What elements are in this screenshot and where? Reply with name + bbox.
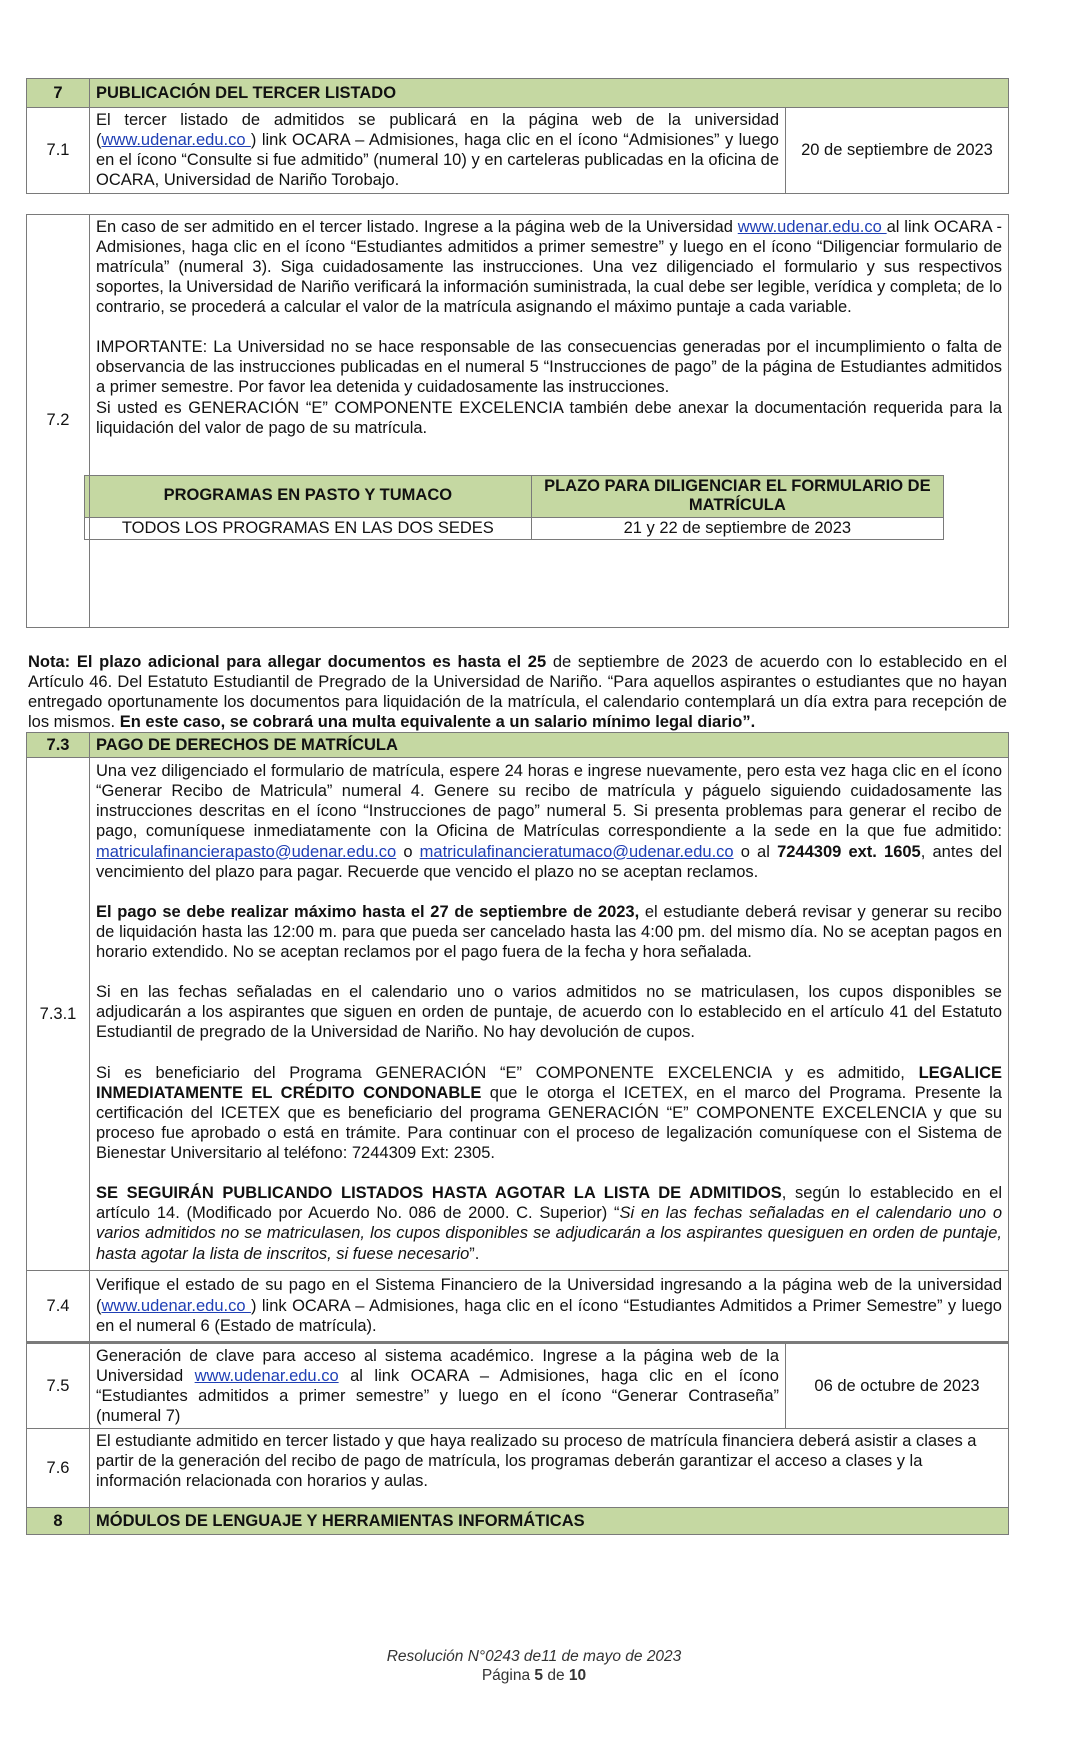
page-label: Página	[481, 1667, 535, 1685]
row-text: El estudiante admitido en tercer listado y que haya realizado su proceso de matrícula financiera deberá asistir a clases a partir de la generación del recibo de pago de matrícula, los programas deberán garantizar el acceso a clases y la información relacionada con horarios y aulas.	[90, 1429, 1009, 1508]
note-paragraph	[26, 652, 1009, 733]
text-part: ) link OCARA – Admisiones, haga clic en el ícono “Admisiones” y luego en el ícono “Consulte si fue admitido” (numeral 10) y en carteleras publicadas en la oficina de OCARA, Universidad de Nariño Torobajo.	[96, 131, 779, 190]
payment-deadline-bold: El pago se debe realizar máximo hasta el 27 de septiembre de 2023,	[96, 902, 640, 921]
row-number: 7.5	[27, 1342, 90, 1429]
text-part: Si es beneficiario del Programa GENERACIÓN “E” COMPONENTE EXCELENCIA y es admitido,	[96, 1063, 919, 1082]
text-part: al link OCARA – Admisiones, haga clic en el ícono “Estudiantes admitidos a primer semestre” y luego en el ícono “Generar Contraseña” (numeral 7)	[96, 1366, 779, 1425]
row-7-1	[27, 108, 1009, 194]
resolution-text: Resolución N°0243 de11 de mayo de 2023	[386, 1648, 682, 1665]
section-8-header	[27, 1508, 1009, 1535]
section-number: 7	[27, 79, 90, 108]
important-paragraph: IMPORTANTE: La Universidad no se hace responsable de las consecuencias generadas por el incumplimiento o falta de observancia de las instrucciones publicadas en el numeral 5 “Instrucciones de pago” de la página de Estudiantes admitidos a primer semestre. Por favor lea detenida y cuidadosamente las instrucciones.	[96, 338, 1002, 397]
text-part: Una vez diligenciado el formulario de matrícula, espere 24 horas e ingrese nuevamente, pero esta vez haga clic en el ícono “Generar Recibo de Matricula” numeral 4. Genere su recibo de matrícula y páguelo siguiendo cuidadosamente las instrucciones descritas en el ícono “Instrucciones de pago” numeral 5. Si presenta problemas para generar el recibo de pago, comuníquese inmediatamente con la Oficina de Matrículas correspondiente a la sede en la que fue admitido:	[96, 762, 1002, 841]
page-number	[0, 1666, 1068, 1685]
text-part: ) link OCARA – Admisiones, haga clic en el ícono “Estudiantes Admitidos a Primer Semestre” y luego en el numeral 6 (Estado de matrícula).	[96, 1296, 1002, 1335]
row-7-3-1	[27, 758, 1009, 1271]
phone-number: 7244309 ext. 1605	[777, 842, 921, 861]
col-programs: PROGRAMAS EN PASTO Y TUMACO	[85, 475, 532, 517]
note-text: de septiembre de 2023 de acuerdo con lo establecido en el Artículo 46. Del Estatuto Estudiantil de Pregrado de la Universidad de Nariño. “Para aquellos aspirantes o estudiantes que no hayan entregado oportunamente los documentos para liquidación de la matrícula, el calendario contemplará un día extra para recepción de los mismos.	[28, 652, 1007, 731]
generacion-e-paragraph: Si usted es GENERACIÓN “E” COMPONENTE EXCELENCIA también debe anexar la documentación requerida para la liquidación del valor de pago de su matrícula.	[96, 398, 1002, 437]
udenar-link[interactable]: www.udenar.edu.co	[101, 131, 251, 150]
quote-italic: Si en las fechas señaladas en el calendario uno o varios admitidos no se matriculasen, los cupos disponibles se adjudicarán a los aspirantes quesiguen en orden de puntaje, hasta agotar la lista de inscritos, si fuese necesario	[96, 1204, 1003, 1263]
section-7-2-table	[26, 214, 1009, 628]
text-part: Verifique el estado de su pago en el Sistema Financiero de la Universidad ingresando a la página web de la universidad (	[96, 1276, 1002, 1315]
page-footer	[0, 1647, 1068, 1686]
row-text	[90, 214, 1009, 627]
cupos-paragraph: Si en las fechas señaladas en el calendario uno o varios admitidos no se matriculasen, los cupos disponibles se adjudicarán a los aspirantes que siguen en orden de puntaje, de acuerdo con lo establecido en el artículo 41 del Estatuto Estudiantil de pregrado de la Universidad de Nariño. No hay devolución de cupos.	[96, 983, 1002, 1042]
document-page	[26, 78, 1009, 1535]
section-7-table	[26, 78, 1009, 194]
page-of: de	[543, 1667, 569, 1685]
row-date: 06 de octubre de 2023	[786, 1342, 1009, 1429]
deadline-table-header	[85, 475, 944, 517]
current-page: 5	[534, 1667, 544, 1685]
row-number: 7.4	[27, 1270, 90, 1342]
text-part: , según lo establecido en el artículo 14. (Modificado por Acuerdo No. 086 de 2000. C. Superior) “	[96, 1184, 1002, 1223]
row-text	[90, 1270, 1009, 1342]
section-7-3-table	[26, 732, 1009, 1535]
row-7-2	[27, 214, 1009, 627]
text-part: que le otorga el ICETEX, en el marco del Programa. Presente la certificación del ICETEX que es beneficiario del programa GENERACIÓN “E” COMPONENTE EXCELENCIA y que su proceso fue aprobado o está en trámite. Para continuar con el proceso de legalización comuníquese con el Sistema de Bienestar Universitario al teléfono: 7244309 Ext: 2305.	[96, 1083, 1002, 1162]
row-number: 7.2	[27, 214, 90, 627]
deadline-table-row	[85, 517, 944, 539]
note-bold: Nota: El plazo adicional para allegar documentos es hasta el 25	[28, 652, 547, 671]
cell-programs: TODOS LOS PROGRAMAS EN LAS DOS SEDES	[85, 517, 532, 539]
legalice-bold: LEGALICE INMEDIATAMENTE EL CRÉDITO CONDONABLE	[96, 1063, 1002, 1102]
row-text	[90, 1342, 786, 1429]
text-part: ”.	[469, 1244, 480, 1263]
section-title: MÓDULOS DE LENGUAJE Y HERRAMIENTAS INFORMÁTICAS	[90, 1508, 1009, 1535]
tumaco-email-link[interactable]: matriculafinancieratumaco@udenar.edu.co	[419, 842, 734, 861]
row-text	[90, 108, 786, 194]
section-title: PUBLICACIÓN DEL TERCER LISTADO	[90, 79, 1009, 108]
listados-bold: SE SEGUIRÁN PUBLICANDO LISTADOS HASTA AGOTAR LA LISTA DE ADMITIDOS	[96, 1184, 782, 1203]
note-bold: En este caso, se cobrará una multa equivalente a un salario mínimo legal diario”.	[119, 712, 756, 731]
text-part: En caso de ser admitido en el tercer listado. Ingrese a la página web de la Universidad	[96, 217, 738, 236]
text-part: Generación de clave para acceso al sistema académico. Ingrese a la página web de la Universidad	[96, 1346, 779, 1385]
udenar-link[interactable]: www.udenar.edu.co	[194, 1366, 339, 1385]
text-part: el estudiante deberá revisar y generar su recibo de liquidación hasta las 12:00 m. para que pueda ser cancelado hasta las 4:00 pm. del mismo día. No se aceptan pagos en horario extendido. No se aceptan reclamos por el pago fuera de la fecha y hora señalada.	[96, 902, 1002, 961]
cell-deadline: 21 y 22 de septiembre de 2023	[531, 517, 943, 539]
col-deadline: PLAZO PARA DILIGENCIAR EL FORMULARIO DE MATRÍCULA	[531, 475, 943, 517]
row-7-4	[27, 1270, 1009, 1342]
section-title: PAGO DE DERECHOS DE MATRÍCULA	[90, 733, 1009, 758]
row-number: 7.6	[27, 1429, 90, 1508]
row-date: 20 de septiembre de 2023	[786, 108, 1009, 194]
text-part: o al	[733, 842, 778, 861]
total-pages: 10	[568, 1667, 587, 1685]
text-part: o	[396, 842, 420, 861]
row-7-5	[27, 1342, 1009, 1429]
udenar-link[interactable]: www.udenar.edu.co	[737, 217, 887, 236]
section-7-header	[27, 79, 1009, 108]
row-number: 7.3.1	[27, 758, 90, 1271]
section-number: 8	[27, 1508, 90, 1535]
pasto-email-link[interactable]: matriculafinancierapasto@udenar.edu.co	[96, 842, 397, 861]
row-number: 7.1	[27, 108, 90, 194]
text-part: al link OCARA - Admisiones, haga clic en el ícono “Estudiantes admitidos a primer semestre” y luego en el ícono “Diligenciar formulario de matrícula” (numeral 3). Siga cuidadosamente las instrucciones. Una vez diligenciado el formulario y sus respectivos soportes, la Universidad de Nariño verificará la información suministrada, la cual debe ser legible, verídica y completa; de lo contrario, se procederá a calcular el valor de la matrícula asignando el máximo puntaje a cada variable.	[96, 217, 1002, 316]
deadline-table	[84, 475, 944, 540]
udenar-link[interactable]: www.udenar.edu.co	[101, 1296, 251, 1315]
row-7-6	[27, 1429, 1009, 1508]
section-number: 7.3	[27, 733, 90, 758]
section-7-3-header	[27, 733, 1009, 758]
text-part: El tercer listado de admitidos se publicará en la página web de la universidad (	[96, 111, 779, 150]
row-text	[90, 758, 1009, 1271]
text-part: , antes del vencimiento del plazo para pagar. Recuerde que vencido el plazo no se aceptan reclamos.	[96, 842, 1002, 881]
